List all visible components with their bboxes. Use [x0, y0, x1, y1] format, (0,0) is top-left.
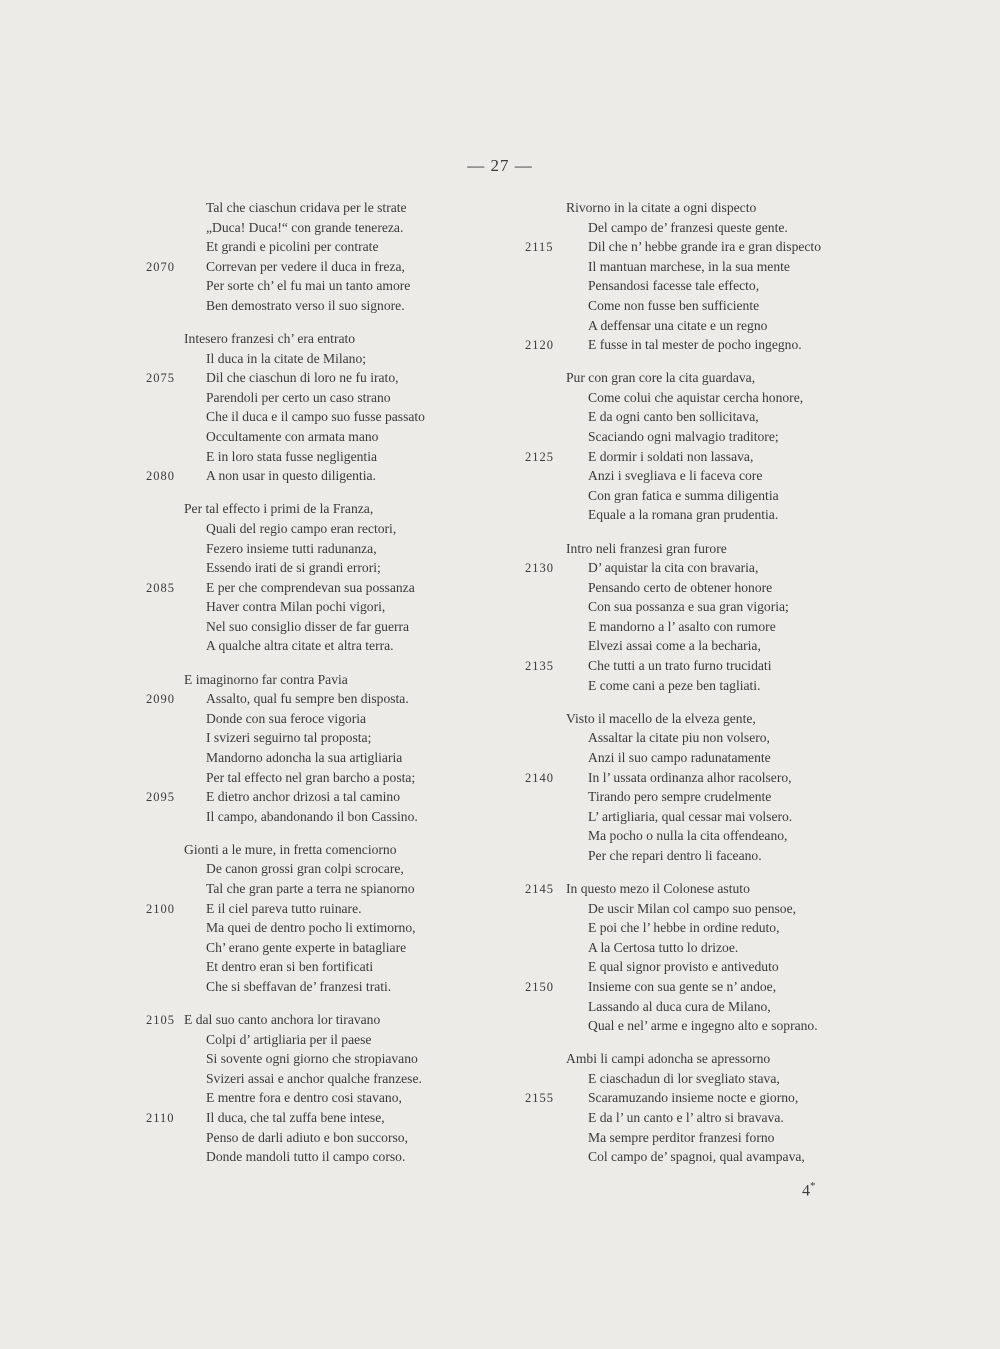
- page-number-header: — 27 —: [467, 156, 533, 175]
- verse-line: [184, 748, 524, 768]
- verse-text: Scaramuzando insieme nocte e giorno,: [588, 1090, 799, 1106]
- verse-text: Penso de darli adiuto e bon succorso,: [206, 1129, 408, 1145]
- verse-line: [566, 709, 906, 729]
- verse-text: Il duca, che tal zuffa bene intese,: [206, 1110, 385, 1126]
- verse-text: „Duca! Duca!“ con grande tenereza.: [206, 219, 404, 235]
- verse-text: E poi che l’ hebbe in ordine reduto,: [588, 920, 780, 936]
- verse-text: Qual e nel’ arme e ingegno alto e soprano.: [588, 1018, 818, 1034]
- verse-text: E imaginorno far contra Pavia: [184, 671, 348, 687]
- verse-line: [566, 636, 906, 656]
- verse-text: Insieme con sua gente se n’ andoe,: [588, 978, 777, 994]
- verse-line: [184, 617, 524, 637]
- verse-text: Per che repari dentro li faceano.: [588, 847, 762, 863]
- verse-text: Con sua possanza e sua gran vigoria;: [588, 599, 789, 615]
- verse-line: [184, 237, 524, 257]
- verse-line: [146, 689, 524, 709]
- line-number: 2090: [146, 692, 175, 707]
- verse-line: [184, 427, 524, 447]
- verse-line: [146, 368, 524, 388]
- verse-text: E da l’ un canto e l’ altro si bravava.: [588, 1110, 784, 1126]
- verse-line: [184, 276, 524, 296]
- verse-line: [525, 1088, 906, 1108]
- stanza: [525, 368, 906, 525]
- verse-line: [146, 466, 524, 486]
- verse-line: [566, 997, 906, 1017]
- verse-line: [184, 1030, 524, 1050]
- verse-line: [184, 539, 524, 559]
- verse-text: Pensandosi facesse tale effecto,: [588, 278, 760, 294]
- verse-line: [566, 826, 906, 846]
- verse-line: [566, 578, 906, 598]
- verse-text: E dietro anchor drizosi a tal camino: [206, 789, 401, 805]
- verse-line: [146, 257, 524, 277]
- verse-line: [184, 709, 524, 729]
- verse-text: Lassando al duca cura de Milano,: [588, 998, 771, 1014]
- verse-line: [184, 1088, 524, 1108]
- verse-line: [525, 447, 906, 467]
- line-number: 2150: [525, 979, 554, 994]
- verse-text: De uscir Milan col campo suo pensoe,: [588, 900, 797, 916]
- stanza: [525, 539, 906, 696]
- verse-line: [184, 447, 524, 467]
- verse-text: Ma quei de dentro pocho li extimorno,: [206, 920, 416, 936]
- verse-line: [566, 617, 906, 637]
- verse-text: A la Certosa tutto lo drizoe.: [588, 939, 739, 955]
- verse-text: Assaltar la citate piu non volsero,: [588, 730, 770, 746]
- verse-line: [184, 918, 524, 938]
- verse-text: Tirando pero sempre crudelmente: [588, 789, 772, 805]
- line-number: 2145: [525, 882, 554, 896]
- verse-text: Gionti a le mure, in fretta comenciorno: [184, 841, 397, 857]
- verse-line: [566, 466, 906, 486]
- verse-line: [146, 578, 524, 598]
- verse-text: Elvezi assai come a la becharia,: [588, 638, 761, 654]
- verse-line: [566, 807, 906, 827]
- verse-text: Con gran fatica e summa diligentia: [588, 487, 779, 503]
- verse-text: Donde mandoli tutto il campo corso.: [206, 1149, 406, 1165]
- verse-line: [525, 237, 906, 257]
- verse-line: [184, 407, 524, 427]
- verse-text: Dil che n’ hebbe grande ira e gran dispecto: [588, 239, 822, 255]
- verse-text: Come non fusse ben sufficiente: [588, 297, 760, 313]
- verse-line: [566, 918, 906, 938]
- verse-line: [566, 676, 906, 696]
- verse-line: [566, 957, 906, 977]
- verse-text: Il mantuan marchese, in la sua mente: [588, 258, 790, 274]
- verse-line: [184, 349, 524, 369]
- verse-text: E come cani a peze ben tagliati.: [588, 677, 761, 693]
- line-number: 2080: [146, 469, 175, 484]
- verse-line: [566, 505, 906, 525]
- verse-text: E in loro stata fusse negligentia: [206, 448, 378, 464]
- verse-text: Scaciando ogni malvagio traditore;: [588, 429, 779, 445]
- verse-line: [184, 597, 524, 617]
- verse-line: [525, 768, 906, 788]
- verse-line: [566, 787, 906, 807]
- line-number: 2135: [525, 659, 554, 674]
- verse-text: Tal che gran parte a terra ne spianorno: [206, 881, 415, 896]
- verse-line: [566, 728, 906, 748]
- verse-text: Col campo de’ spagnoi, qual avampava,: [588, 1149, 805, 1165]
- signature-asterisk: *: [810, 1180, 816, 1192]
- line-number: 2115: [525, 240, 554, 255]
- verse-text: Tal che ciaschun cridava per le strate: [206, 200, 407, 215]
- verse-text: Anzi i svegliava e li faceva core: [588, 468, 763, 484]
- signature-mark: [802, 1180, 816, 1200]
- verse-text: Et dentro eran si ben fortificati: [206, 959, 374, 975]
- verse-line: [184, 636, 524, 656]
- verse-line: [184, 938, 524, 958]
- verse-line: [184, 558, 524, 578]
- verse-line: [525, 656, 906, 676]
- verse-text: Intesero franzesi ch’ era entrato: [184, 331, 356, 347]
- verse-text: L’ artigliaria, qual cessar mai volsero.: [588, 808, 793, 824]
- verse-line: [566, 427, 906, 447]
- verse-line: [566, 368, 906, 388]
- verse-line: [146, 1108, 524, 1128]
- verse-line: [566, 1108, 906, 1128]
- stanza: [525, 709, 906, 866]
- verse-text: Pur con gran core la cita guardava,: [566, 370, 756, 386]
- verse-line: [146, 787, 524, 807]
- verse-line: [566, 1069, 906, 1089]
- verse-text: In l’ ussata ordinanza alhor racolsero,: [588, 769, 792, 785]
- verse-line: [566, 1147, 906, 1167]
- verse-line: [184, 499, 524, 519]
- verse-text: Il duca in la citate de Milano;: [206, 350, 367, 366]
- verse-text: Anzi il suo campo radunatamente: [588, 749, 771, 765]
- verse-line: [184, 728, 524, 748]
- verse-text: Del campo de’ franzesi queste gente.: [588, 219, 788, 235]
- line-number: 2155: [525, 1091, 554, 1106]
- verse-line: [184, 1147, 524, 1167]
- verse-text: E il ciel pareva tutto ruinare.: [206, 900, 362, 916]
- verse-line: [566, 597, 906, 617]
- verse-text: Rivorno in la citate a ogni dispecto: [566, 200, 757, 215]
- stanza: [525, 879, 906, 1036]
- line-number: 2105: [146, 1013, 175, 1028]
- verse-text: Pensando certo de obtener honore: [588, 579, 773, 595]
- verse-line: [525, 977, 906, 997]
- verse-text: Donde con sua feroce vigoria: [206, 710, 367, 726]
- verse-line: [184, 879, 524, 899]
- verse-line: [525, 558, 906, 578]
- verse-line: [525, 335, 906, 355]
- verse-text: Ma sempre perditor franzesi forno: [588, 1129, 775, 1145]
- line-number: 2120: [525, 338, 554, 353]
- verse-line: [566, 388, 906, 408]
- verse-text: In questo mezo il Colonese astuto: [566, 881, 750, 896]
- verse-line: [566, 938, 906, 958]
- verse-text: Quali del regio campo eran rectori,: [206, 520, 397, 536]
- verse-line: [566, 296, 906, 316]
- verse-line: [566, 899, 906, 919]
- verse-text: Ch’ erano gente experte in batagliare: [206, 939, 407, 955]
- verse-line: [184, 218, 524, 238]
- verse-line: [184, 768, 524, 788]
- verse-text: Che il duca e il campo suo fusse passato: [206, 409, 425, 425]
- stanza: [146, 499, 524, 656]
- verse-line: [566, 1016, 906, 1036]
- verse-line: [566, 1128, 906, 1148]
- verse-text: A non usar in questo diligentia.: [206, 468, 376, 484]
- verse-text: E per che comprendevan sua possanza: [206, 579, 415, 595]
- verse-text: E mandorno a l’ asalto con rumore: [588, 618, 776, 634]
- verse-text: E qual signor provisto e antiveduto: [588, 959, 779, 975]
- verse-text: E dal suo canto anchora lor tiravano: [184, 1012, 381, 1028]
- stanza: [146, 840, 524, 997]
- stanza: [146, 1010, 524, 1167]
- verse-text: A qualche altra citate et altra terra.: [206, 638, 394, 654]
- verse-text: Correvan per vedere il duca in freza,: [206, 258, 405, 274]
- verse-line: [184, 1128, 524, 1148]
- verse-text: Et grandi e picolini per contrate: [206, 239, 379, 255]
- verse-line: [566, 486, 906, 506]
- verse-line: [184, 859, 524, 879]
- verse-line: [184, 519, 524, 539]
- verse-text: Ambi li campi adoncha se apressorno: [566, 1051, 771, 1067]
- verse-text: Per tal effecto i primi de la Franza,: [184, 501, 374, 517]
- verse-line: [184, 807, 524, 827]
- line-number: 2140: [525, 770, 554, 785]
- verse-line: [146, 1010, 524, 1030]
- verse-text: Mandorno adoncha la sua artigliaria: [206, 749, 403, 765]
- verse-line: [184, 957, 524, 977]
- verse-text: Equale a la romana gran prudentia.: [588, 507, 779, 523]
- verse-text: Colpi d’ artigliaria per il paese: [206, 1031, 372, 1047]
- line-number: 2095: [146, 790, 175, 805]
- verse-text: Come colui che aquistar cercha honore,: [588, 389, 804, 405]
- verse-text: Fezero insieme tutti radunanza,: [206, 540, 377, 556]
- verse-line: [525, 879, 906, 899]
- signature-number: 4: [802, 1182, 810, 1200]
- verse-text: Il campo, abandonando il bon Cassino.: [206, 808, 418, 824]
- verse-text: Che tutti a un trato furno trucidati: [588, 658, 772, 674]
- verse-text: E mentre fora e dentro cosi stavano,: [206, 1090, 402, 1106]
- line-number: 2125: [525, 449, 554, 464]
- verse-text: E da ogni canto ben sollicitava,: [588, 409, 759, 425]
- verse-text: De canon grossi gran colpi scrocare,: [206, 861, 404, 877]
- verse-line: [184, 1049, 524, 1069]
- verse-text: Ma pocho o nulla la cita offendeano,: [588, 828, 788, 844]
- stanza: [525, 198, 906, 355]
- left-column: [146, 198, 524, 1180]
- verse-text: Parendoli per certo un caso strano: [206, 389, 391, 405]
- verse-text: Per tal effecto nel gran barcho a posta;: [206, 769, 416, 785]
- verse-line: [566, 218, 906, 238]
- right-column: [525, 198, 906, 1180]
- stanza: [146, 198, 524, 316]
- verse-line: [566, 407, 906, 427]
- verse-text: Dil che ciaschun di loro ne fu irato,: [206, 370, 399, 386]
- verse-line: [566, 846, 906, 866]
- stanza: [146, 329, 524, 486]
- line-number: 2130: [525, 561, 554, 576]
- verse-line: [566, 1049, 906, 1069]
- stanza: [525, 1049, 906, 1167]
- verse-text: Svizeri assai e anchor qualche franzese.: [206, 1070, 422, 1086]
- verse-text: D’ aquistar la cita con bravaria,: [588, 560, 759, 576]
- verse-text: Haver contra Milan pochi vigori,: [206, 599, 386, 615]
- verse-text: E ciaschadun di lor svegliato stava,: [588, 1070, 780, 1086]
- verse-line: [184, 198, 524, 218]
- line-number: 2075: [146, 371, 175, 386]
- verse-text: Assalto, qual fu sempre ben disposta.: [206, 691, 409, 707]
- verse-line: [566, 539, 906, 559]
- verse-line: [184, 329, 524, 349]
- verse-text: E fusse in tal mester de pocho ingegno.: [588, 337, 802, 353]
- verse-line: [184, 840, 524, 860]
- verse-text: I svizeri seguirno tal proposta;: [206, 730, 372, 746]
- verse-line: [566, 198, 906, 218]
- verse-text: Si sovente ogni giorno che stropiavano: [206, 1051, 418, 1067]
- verse-text: E dormir i soldati non lassava,: [588, 448, 754, 464]
- verse-line: [566, 748, 906, 768]
- verse-line: [566, 257, 906, 277]
- verse-text: Intro neli franzesi gran furore: [566, 540, 727, 556]
- verse-line: [184, 977, 524, 997]
- verse-text: Occultamente con armata mano: [206, 429, 379, 445]
- verse-line: [146, 899, 524, 919]
- verse-text: Essendo irati de si grandi errori;: [206, 560, 381, 576]
- verse-line: [184, 296, 524, 316]
- line-number: 2100: [146, 901, 175, 916]
- verse-line: [184, 388, 524, 408]
- line-number: 2070: [146, 259, 175, 274]
- verse-line: [184, 1069, 524, 1089]
- verse-text: Che si sbeffavan de’ franzesi trati.: [206, 978, 392, 994]
- verse-text: Nel suo consiglio disser de far guerra: [206, 618, 410, 634]
- verse-text: A deffensar una citate e un regno: [588, 317, 768, 333]
- verse-line: [566, 276, 906, 296]
- line-number: 2110: [146, 1111, 175, 1126]
- line-number: 2085: [146, 580, 175, 595]
- verse-text: Visto il macello de la elveza gente,: [566, 710, 756, 726]
- verse-line: [566, 316, 906, 336]
- verse-text: Per sorte ch’ el fu mai un tanto amore: [206, 278, 411, 294]
- verse-line: [184, 670, 524, 690]
- stanza: [146, 670, 524, 827]
- verse-text: Ben demostrato verso il suo signore.: [206, 297, 405, 313]
